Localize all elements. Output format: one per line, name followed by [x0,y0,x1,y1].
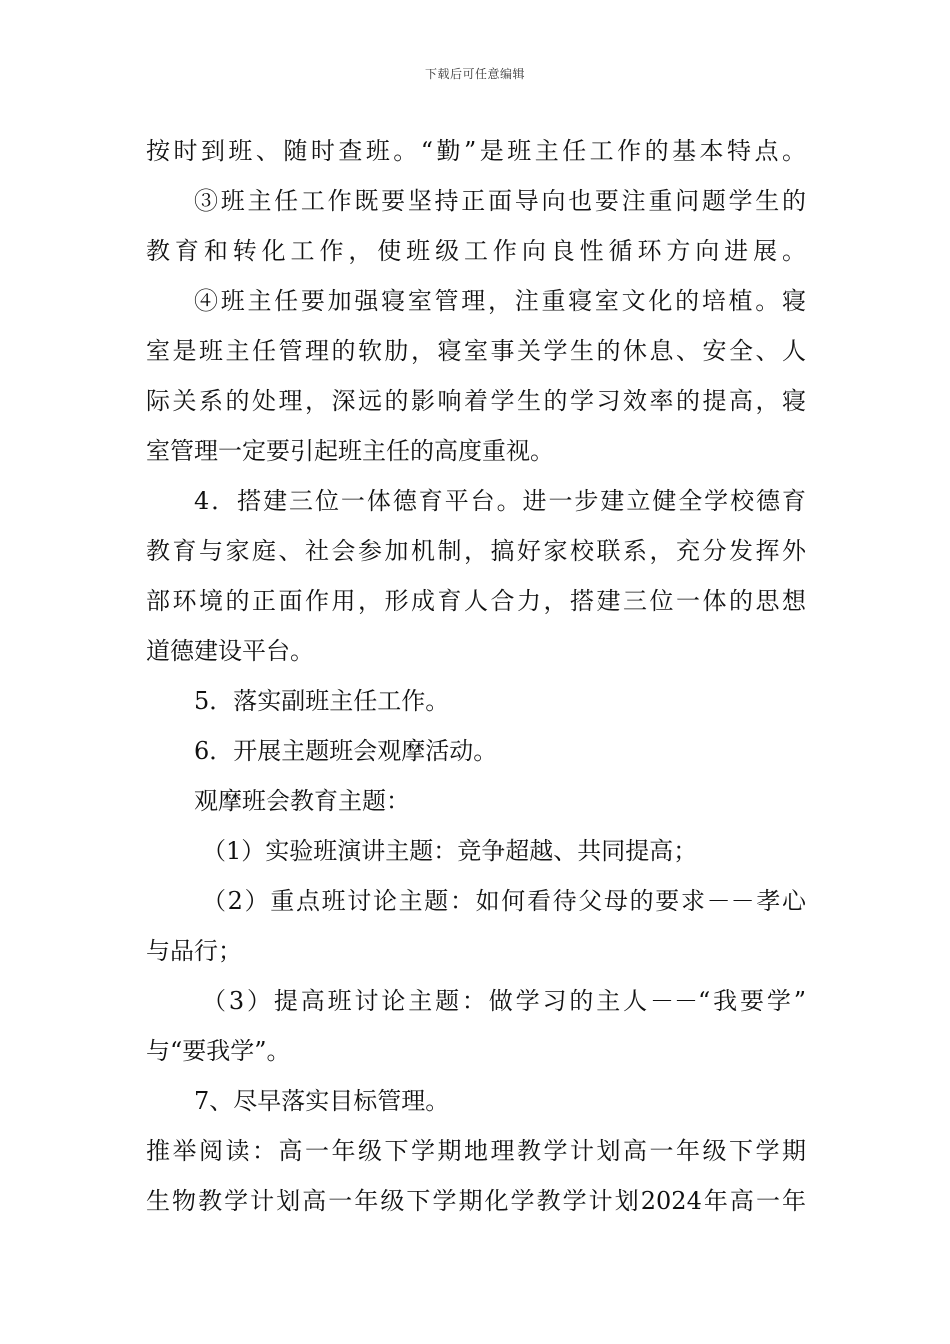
text-line: 与品行； [146,937,242,965]
text-line: 生物教学计划高一年级下学期化学教学计划2024年高一年 [146,1187,806,1215]
text-line: （2）重点班讨论主题：如何看待父母的要求－－孝心 [202,887,806,915]
text-line: （1）实验班演讲主题：竞争超越、共同提高； [202,837,698,865]
text-line: 道德建设平台。 [146,637,314,665]
text-line: 5．落实副班主任工作。 [194,687,450,715]
page-header: 下载后可任意编辑 [424,67,525,81]
document-body [146,126,806,1226]
text-line: 教育和转化工作，使班级工作向良性循环方向进展。 [146,237,806,265]
text-line: 与“要我学”。 [146,1037,291,1065]
text-line: 按时到班、随时查班。“勤”是班主任工作的基本特点。 [146,137,806,165]
text-line: 际关系的处理，深远的影响着学生的学习效率的提高，寝 [146,387,806,415]
text-line: 教育与家庭、社会参加机制，搞好家校联系，充分发挥外 [146,537,806,565]
text-line: 推举阅读：高一年级下学期地理教学计划高一年级下学期 [146,1137,806,1165]
text-line: 6．开展主题班会观摩活动。 [194,737,498,765]
text-line: 7、尽早落实目标管理。 [194,1087,450,1115]
text-line: 部环境的正面作用，形成育人合力，搭建三位一体的思想 [146,587,806,615]
text-line: ③班主任工作既要坚持正面导向也要注重问题学生的 [194,187,806,215]
text-line: （3）提高班讨论主题：做学习的主人－－“我要学” [202,987,806,1015]
text-line: 4．搭建三位一体德育平台。进一步建立健全学校德育 [194,487,806,515]
text-line: 观摩班会教育主题： [194,787,410,815]
text-line: 室管理一定要引起班主任的高度重视。 [146,437,554,465]
text-line: 室是班主任管理的软肋，寝室事关学生的休息、安全、人 [146,337,806,365]
text-line: ④班主任要加强寝室管理，注重寝室文化的培植。寝 [194,287,806,315]
